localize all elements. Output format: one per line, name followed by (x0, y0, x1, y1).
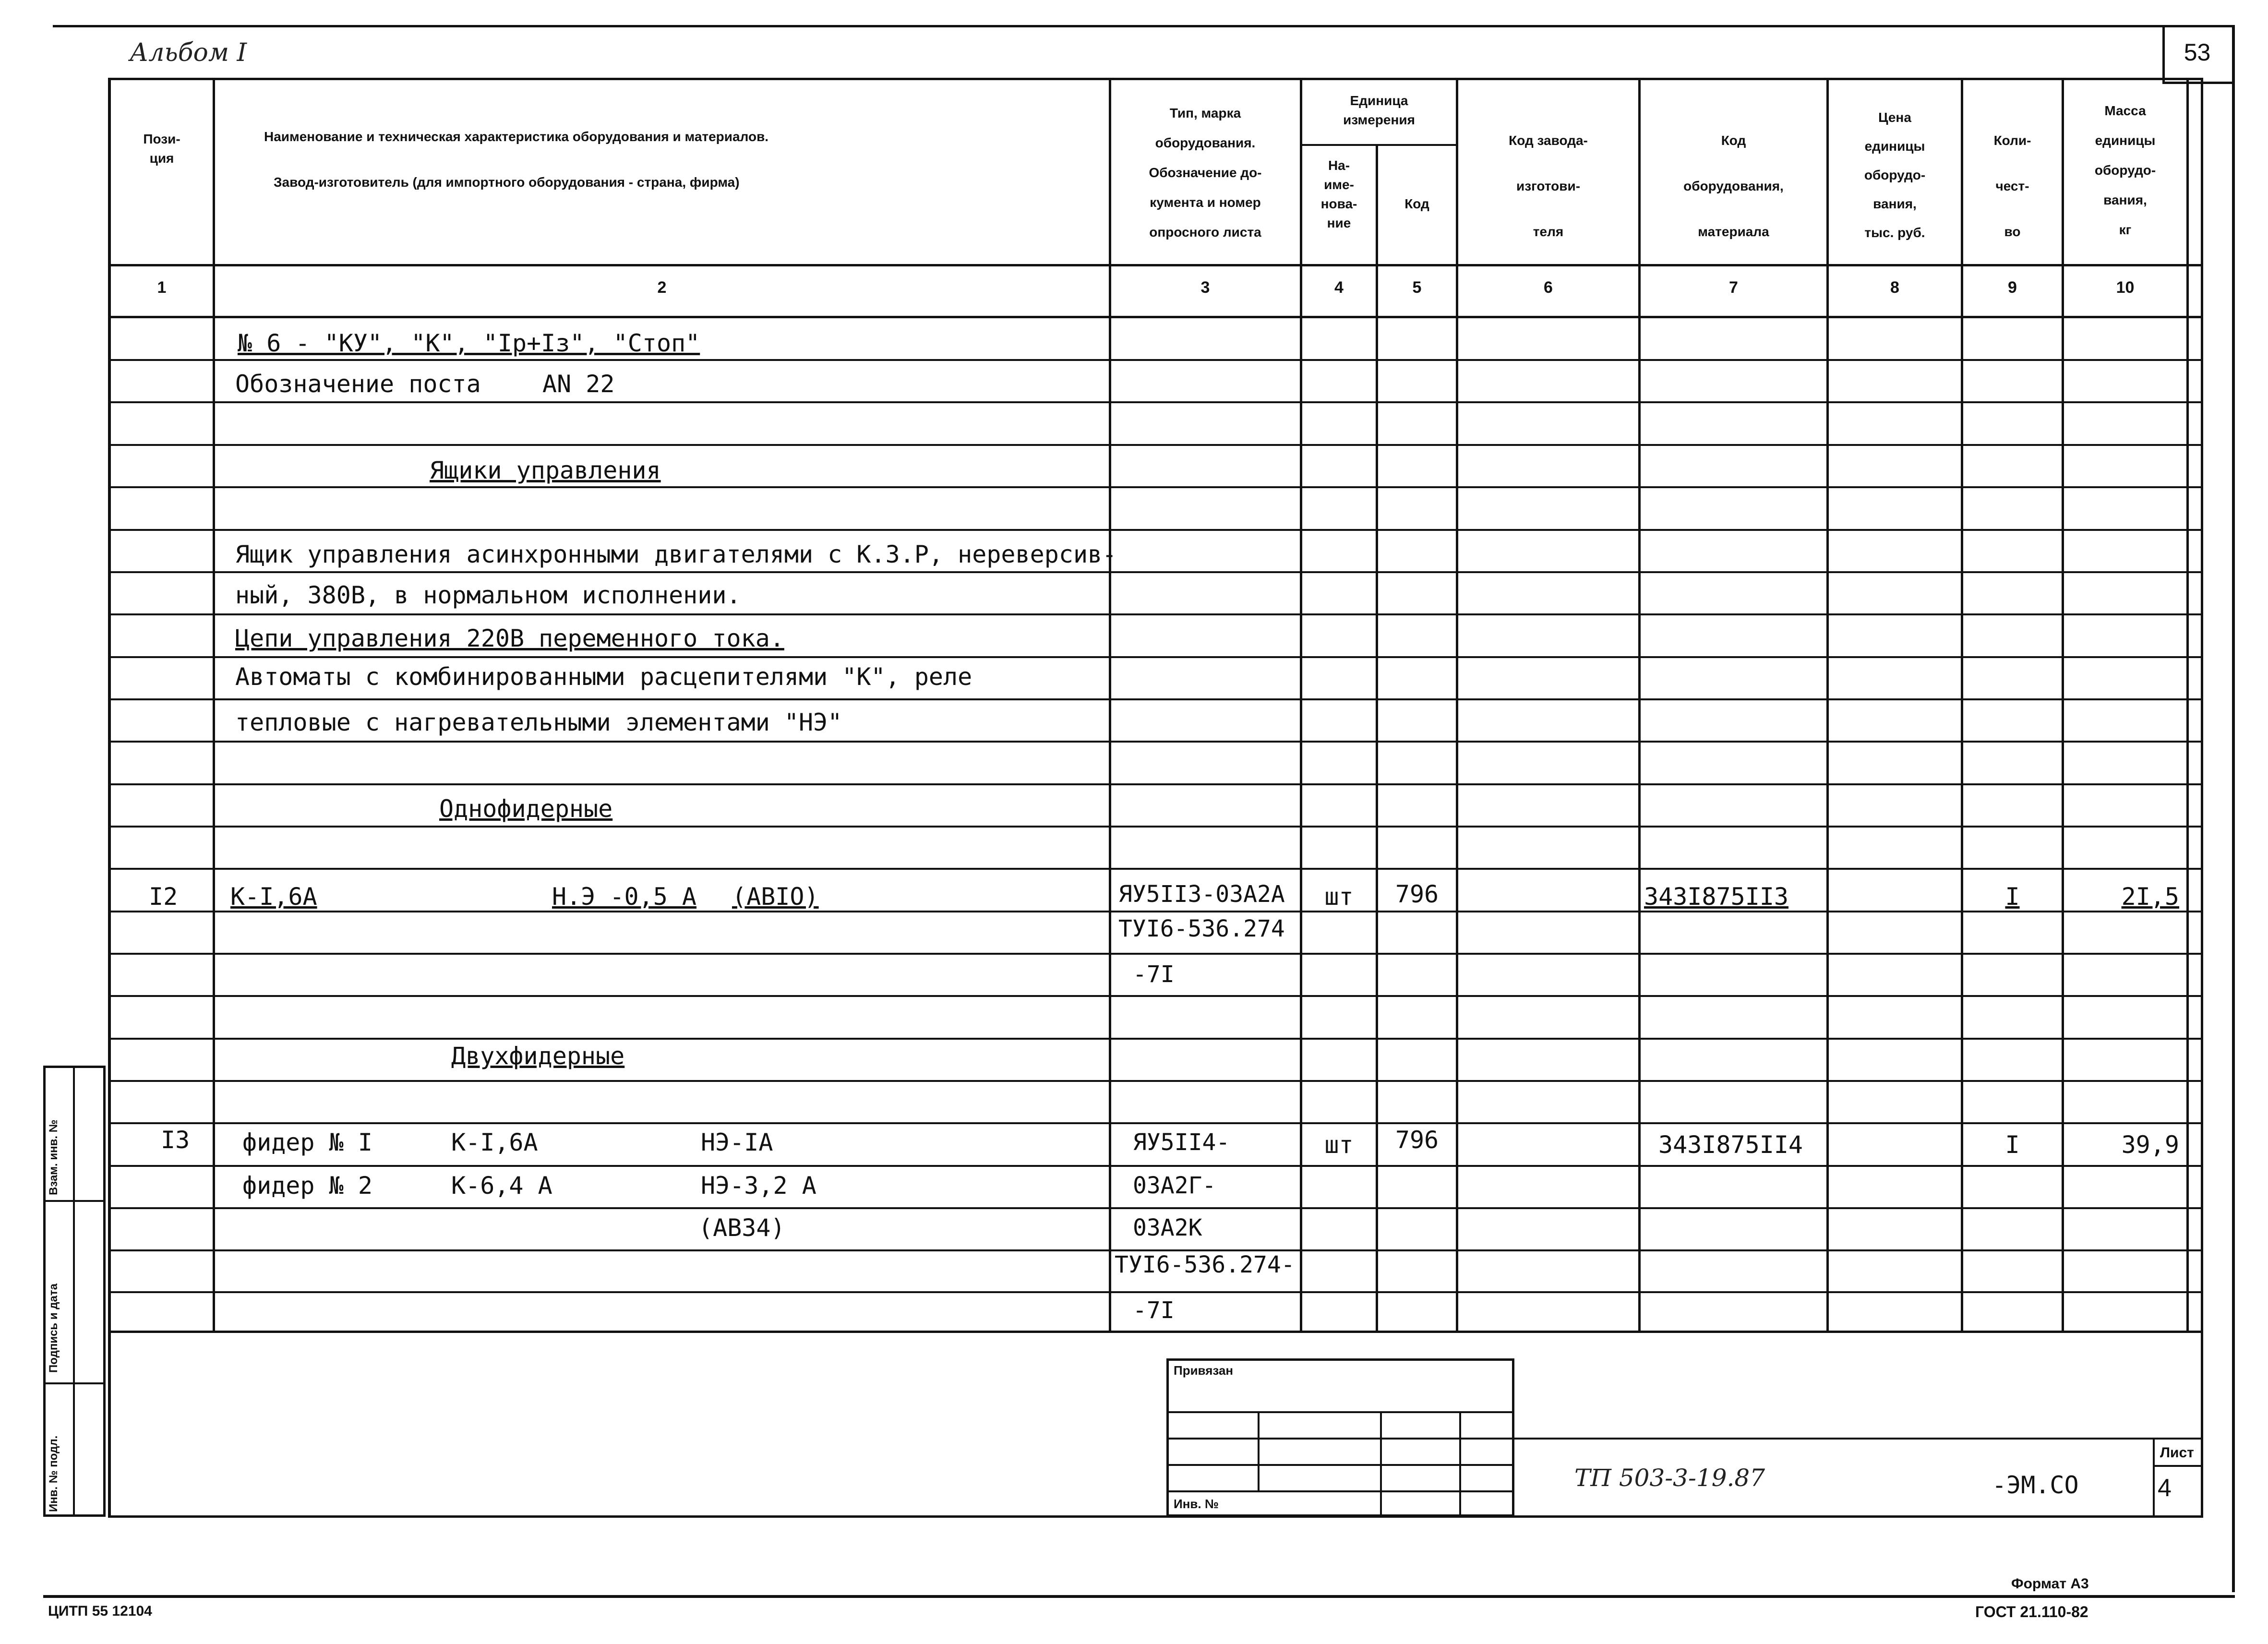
description-line-5: тепловые с нагревательными элементами "НЭ" (235, 708, 842, 736)
header-name-line2: Завод-изготовитель (для импортного оборудования - страна, фирма) (274, 175, 740, 190)
row-line (108, 359, 2201, 361)
attached-box-line (1166, 1411, 1514, 1413)
side-strip-divider (73, 1066, 75, 1517)
inv-label: Инв. № (1174, 1497, 1219, 1511)
frame-right-line (2232, 25, 2235, 1592)
col-number-7: 7 (1729, 278, 1738, 297)
col-divider-10 (2186, 78, 2189, 1333)
row-line (108, 401, 2201, 403)
row-line (108, 741, 2201, 743)
item12-equipment-code: 343I875II3 (1644, 883, 1789, 911)
frame-top-line (53, 25, 2232, 27)
attached-box-line (1166, 1490, 1514, 1492)
item13-equipment-code: 343I875II4 (1658, 1131, 1803, 1159)
row-line (108, 1122, 2201, 1124)
col-number-10: 10 (2116, 278, 2135, 297)
row-line (108, 868, 2201, 870)
row-line (108, 486, 2201, 488)
item13-feeder1-breaker: К-I,6А (451, 1128, 538, 1156)
item12-type-line2: ТУI6-536.274 (1118, 915, 1285, 942)
page-number: 53 (2184, 39, 2211, 66)
col-divider-7 (1826, 78, 1829, 1333)
item12-position: I2 (149, 883, 178, 911)
row-line (108, 953, 2201, 955)
item12-heater: Н.Э -0,5 А (552, 883, 697, 911)
col-divider-6 (1638, 78, 1641, 1333)
item12-quantity: I (2005, 883, 2020, 911)
section-boxes-title: Ящики управления (430, 456, 661, 484)
footer-format: Формат А3 (2011, 1576, 2089, 1592)
header-quantity: Коли- чест- во (1993, 133, 2031, 239)
row-line (108, 1080, 2201, 1082)
header-name-line1: Наименование и техническая характеристика оборудования и материалов. (264, 129, 769, 144)
unit-group-divider (1300, 144, 1458, 146)
col-number-5: 5 (1412, 278, 1422, 297)
header-unit-name: На- име- нова- ние (1320, 158, 1357, 230)
row-line (108, 1207, 2201, 1209)
col-number-3: 3 (1200, 278, 1210, 297)
attached-box-line (1166, 1438, 1514, 1440)
colnum-bottom-border (108, 316, 2201, 318)
post-designation-label: Обозначение поста (235, 370, 481, 398)
col-divider-5 (1456, 78, 1458, 1333)
col-divider-4 (1376, 144, 1378, 1333)
col-number-6: 6 (1544, 278, 1553, 297)
attached-label: Привязан (1174, 1363, 1234, 1378)
row-line (108, 613, 2201, 615)
row-line (108, 783, 2201, 785)
row-line (108, 911, 2201, 912)
sheet-label: Лист (2160, 1445, 2194, 1461)
item12-mass: 2I,5 (2121, 883, 2179, 911)
item13-unit-code: 796 (1395, 1126, 1439, 1154)
col-number-2: 2 (657, 278, 667, 297)
post-designation-value: AN 22 (542, 370, 615, 398)
section-double-feeder: Двухфидерные (451, 1042, 625, 1070)
item12-type-line3: -7I (1133, 961, 1175, 988)
row-line (108, 1291, 2201, 1293)
header-position: Пози- ция (143, 132, 180, 166)
row-line (108, 529, 2201, 531)
row-line (108, 1038, 2201, 1040)
item12-breaker: К-I,6А (230, 883, 317, 911)
sheet-box-divider (2153, 1465, 2203, 1467)
table-right-border (2201, 78, 2203, 1515)
row-line (108, 1165, 2201, 1167)
row-line (108, 826, 2201, 828)
row-line (108, 444, 2201, 446)
header-bottom-border (108, 264, 2201, 266)
col-number-9: 9 (2008, 278, 2017, 297)
sheet-value: 4 (2158, 1474, 2172, 1502)
side-label-vzam: Взам. инв. № (47, 1119, 60, 1195)
footer-left: ЦИТП 55 12104 (48, 1603, 152, 1619)
stamp-area-left (108, 1331, 110, 1515)
item13-feeder2-breaker: К-6,4 А (451, 1172, 552, 1200)
row-line (108, 698, 2201, 700)
album-label: Альбом I (130, 38, 247, 67)
col-number-8: 8 (1890, 278, 1899, 297)
description-line-4: Автоматы с комбинированными расцепителями "К", реле (235, 663, 972, 691)
item13-feeder1-heater: НЭ-IА (701, 1128, 773, 1156)
attached-box-col (1459, 1411, 1461, 1517)
item13-quantity: I (2005, 1131, 2020, 1159)
col-number-4: 4 (1334, 278, 1344, 297)
table-top-border (108, 78, 2201, 80)
item13-feeder1-label: фидер № I (242, 1128, 372, 1156)
attached-box-col (1380, 1411, 1382, 1517)
document-suffix: -ЭМ.СО (1992, 1471, 2079, 1499)
header-equipment-code: Код оборудования, материала (1683, 133, 1784, 239)
description-line-1: Ящик управления асинхронными двигателями с К.З.Р, нереверсив- (235, 540, 1117, 568)
item13-type-line2: 03А2Г- (1133, 1172, 1216, 1199)
header-price: Цена единицы оборудо- вания, тыс. руб. (1864, 110, 1926, 240)
item13-feeder2-heater: НЭ-3,2 А (701, 1172, 816, 1200)
header-unit-code: Код (1404, 196, 1429, 211)
row-line (108, 995, 2201, 997)
item12-type-line1: ЯУ5II3-03А2А (1118, 881, 1285, 908)
header-unit-group: Единица измерения (1343, 93, 1415, 127)
frame-bottom-line (43, 1595, 2235, 1598)
title-block-top (1514, 1438, 2203, 1440)
col-divider-1 (213, 78, 215, 1333)
header-mass: Масса единицы оборудо- вания, кг (2094, 103, 2156, 237)
header-maker-code: Код завода- изготови- теля (1509, 133, 1588, 239)
footer-gost: ГОСТ 21.110-82 (1975, 1603, 2088, 1620)
item12-unit-code: 796 (1395, 880, 1439, 908)
item13-position: I3 (161, 1126, 190, 1154)
post-line: № 6 - "КУ", "К", "Iр+Iз", "Стоп" (238, 329, 700, 357)
item13-feeder2-label: фидер № 2 (242, 1172, 372, 1200)
item13-type-line5: -7I (1133, 1297, 1175, 1324)
row-line (108, 656, 2201, 658)
side-strip-line (43, 1200, 106, 1202)
item13-type-line3: 03А2К (1133, 1214, 1202, 1241)
section-single-feeder: Однофидерные (439, 795, 613, 823)
attached-box-col (1258, 1411, 1260, 1490)
header-type: Тип, марка оборудования. Обозначение до- кумента и номер опросного листа (1149, 106, 1262, 240)
item13-mass: 39,9 (2121, 1131, 2179, 1159)
row-line (108, 571, 2201, 573)
item13-type-line4: ТУI6-536.274- (1115, 1251, 1295, 1278)
description-line-3: Цепи управления 220В переменного тока. (235, 624, 784, 652)
item13-unit: шт (1324, 1131, 1354, 1159)
table-left-border (108, 78, 111, 1515)
item13-breaker-type: (АВ34) (698, 1214, 785, 1242)
title-block-bottom (108, 1515, 2203, 1518)
attached-box-line (1166, 1464, 1514, 1466)
side-label-podpis: Подпись и дата (47, 1284, 60, 1373)
sheet-box-left (2153, 1438, 2155, 1517)
col-divider-2 (1109, 78, 1111, 1333)
document-code: ТП 503-3-19.87 (1574, 1464, 1765, 1492)
col-number-1: 1 (157, 278, 167, 297)
table-body-bottom-border (108, 1331, 2201, 1333)
item13-type-line1: ЯУ5II4- (1133, 1129, 1230, 1156)
description-line-2: ный, 380В, в нормальном исполнении. (235, 581, 741, 609)
side-strip-line (43, 1382, 106, 1384)
side-label-inv-podl: Инв. № подл. (47, 1435, 60, 1512)
item12-unit: шт (1324, 883, 1354, 911)
item12-breaker-type: (АВIО) (732, 883, 819, 911)
